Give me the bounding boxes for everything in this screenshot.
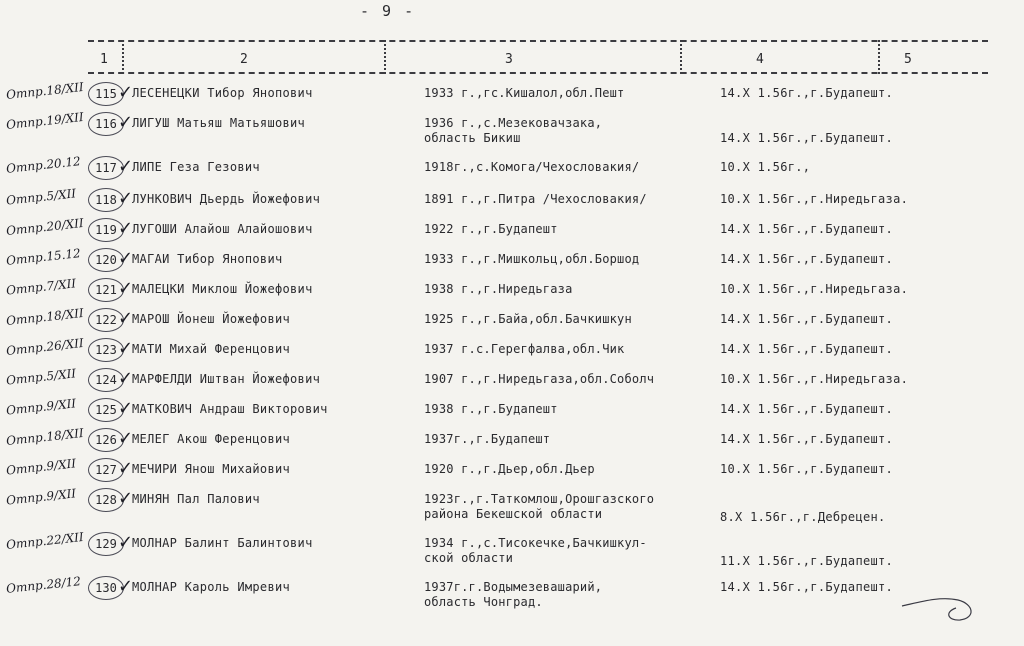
table-row	[0, 456, 1024, 492]
column-separator	[878, 40, 880, 74]
birth-info	[424, 580, 602, 610]
birth-info	[424, 402, 558, 417]
row-number: 116	[88, 112, 124, 136]
handwritten-mark: Отпр.18/XII	[5, 305, 85, 329]
checkmark-icon: ✓	[118, 576, 134, 597]
person-name: МАРОШ Йонеш Йожефович	[132, 312, 291, 326]
birth-line: района Бекешской области	[424, 507, 603, 521]
table-row	[0, 529, 1024, 568]
table-row	[0, 154, 1024, 190]
handwritten-mark: Отпр.9/XII	[5, 486, 77, 508]
release-info: 10.X 1.56г.,г.Будапешт.	[720, 462, 894, 476]
person-name: ЛУГОШИ Алайош Алайошович	[132, 222, 313, 236]
checkmark-icon: ✓	[118, 338, 134, 359]
person-name: ЛЕСЕНЕЦКИ Тибор Янопович	[132, 86, 313, 100]
table-row	[0, 215, 1024, 252]
table-row	[0, 79, 1024, 116]
header-rule-top	[88, 40, 988, 42]
checkmark-icon: ✓	[118, 428, 134, 449]
checkmark-icon: ✓	[118, 308, 134, 329]
column-header-2: 2	[240, 52, 248, 67]
birth-line: область Бикиш	[424, 131, 521, 145]
column-separator	[122, 40, 124, 74]
checkmark-icon: ✓	[118, 82, 134, 103]
handwritten-mark: Отпр.28/12	[5, 574, 82, 596]
checkmark-icon: ✓	[118, 156, 134, 177]
column-separator	[680, 40, 682, 74]
checkmark-icon: ✓	[118, 368, 134, 389]
birth-line: 1925 г.,г.Байа,обл.Бачкишкун	[424, 312, 632, 326]
release-info: 10.X 1.56г.,г.Ниредьгаза.	[720, 282, 909, 296]
birth-line: 1937г.,г.Будапешт	[424, 432, 551, 446]
birth-line: 1923г.,г.Таткомлош,Орошгазского	[424, 492, 655, 506]
birth-line: 1933 г.,гс.Кишалол,обл.Пешт	[424, 86, 625, 100]
row-number: 118	[88, 188, 124, 212]
row-number: 127	[88, 458, 124, 482]
handwritten-mark: Отпр.5/XII	[5, 186, 77, 208]
birth-line: 1918г.,с.Комога/Чехословакия/	[424, 160, 640, 174]
release-info: 14.X 1.56г.,г.Будапешт.	[720, 131, 894, 145]
release-info: 11.X 1.56г.,г.Будапешт.	[720, 554, 894, 568]
row-number: 128	[88, 488, 124, 512]
checkmark-icon: ✓	[118, 488, 134, 509]
birth-line: 1936 г.,с.Мезековачзака,	[424, 116, 603, 130]
birth-info	[424, 116, 602, 146]
birth-line: 1907 г.,г.Ниредьгаза,обл.Соболч	[424, 372, 655, 386]
header-rule-bottom	[88, 72, 988, 74]
release-info: 14.X 1.56г.,г.Будапешт.	[720, 222, 894, 236]
handwritten-mark: Отпр.20.12	[5, 154, 82, 176]
birth-info	[424, 462, 595, 477]
birth-line: 1933 г.,г.Мишкольц,обл.Боршод	[424, 252, 640, 266]
person-name: МЕЛЕГ Акош Ференцович	[132, 432, 291, 446]
person-name: МОЛНАР Кароль Имревич	[132, 580, 291, 594]
birth-line: 1891 г.,г.Питра /Чехословакия/	[424, 192, 647, 206]
handwritten-mark: Отпр.22/XII	[5, 529, 85, 553]
birth-info	[424, 192, 647, 207]
release-info: 14.X 1.56г.,г.Будапешт.	[720, 342, 894, 356]
release-info: 14.X 1.56г.,г.Будапешт.	[720, 402, 894, 416]
handwritten-mark: Отпр.9/XII	[5, 456, 77, 478]
row-number: 129	[88, 532, 124, 556]
column-separator	[384, 40, 386, 74]
row-number: 130	[88, 576, 124, 600]
birth-line: 1938 г.,г.Будапешт	[424, 402, 558, 416]
table-row	[0, 246, 1024, 282]
pen-swirl-icon	[900, 588, 980, 628]
release-info: 10.X 1.56г.,г.Ниредьгаза.	[720, 192, 909, 206]
birth-info	[424, 492, 654, 522]
table-row	[0, 335, 1024, 372]
handwritten-mark: Отпр.5/XII	[5, 366, 77, 388]
table-row	[0, 366, 1024, 402]
birth-line: 1934 г.,с.Тисокечке,Бачкишкул-	[424, 536, 647, 550]
person-name: МОЛНАР Балинт Балинтович	[132, 536, 313, 550]
birth-info	[424, 86, 624, 101]
table-row	[0, 425, 1024, 462]
person-name: МЕЧИРИ Янош Михайович	[132, 462, 291, 476]
row-number: 117	[88, 156, 124, 180]
handwritten-mark: Отпр.19/XII	[5, 109, 85, 133]
table-row	[0, 574, 1024, 610]
table-row	[0, 396, 1024, 432]
birth-info	[424, 312, 632, 327]
handwritten-mark: Отпр.26/XII	[5, 335, 85, 359]
person-name: ЛИПЕ Геза Гезович	[132, 160, 260, 174]
release-info: 8.X 1.56г.,г.Дебрецен.	[720, 510, 886, 524]
person-name: МАТКОВИЧ Андраш Викторович	[132, 402, 328, 416]
birth-info	[424, 342, 624, 357]
birth-line: 1938 г.,г.Ниредьгаза	[424, 282, 573, 296]
birth-info	[424, 372, 654, 387]
row-number: 125	[88, 398, 124, 422]
birth-info	[424, 222, 558, 237]
table-row	[0, 305, 1024, 342]
birth-info	[424, 160, 639, 175]
birth-line: 1922 г.,г.Будапешт	[424, 222, 558, 236]
release-info: 14.X 1.56г.,г.Будапешт.	[720, 432, 894, 446]
table-row	[0, 486, 1024, 524]
release-info: 14.X 1.56г.,г.Будапешт.	[720, 580, 894, 594]
checkmark-icon: ✓	[118, 218, 134, 239]
handwritten-mark: Отпр.20/XII	[5, 215, 85, 239]
row-number: 124	[88, 368, 124, 392]
checkmark-icon: ✓	[118, 278, 134, 299]
checkmark-icon: ✓	[118, 188, 134, 209]
checkmark-icon: ✓	[118, 458, 134, 479]
birth-info	[424, 536, 647, 566]
release-info: 10.X 1.56г.,	[720, 160, 811, 174]
handwritten-mark: Отпр.18/XII	[5, 425, 85, 449]
row-number: 123	[88, 338, 124, 362]
checkmark-icon: ✓	[118, 112, 134, 133]
birth-line: 1937 г.с.Герегфалва,обл.Чик	[424, 342, 625, 356]
person-name: МАРФЕЛДИ Иштван Йожефович	[132, 372, 321, 386]
person-name: МАТИ Михай Ференцович	[132, 342, 291, 356]
birth-line: ской области	[424, 551, 514, 565]
table-row	[0, 186, 1024, 222]
table-row	[0, 276, 1024, 312]
person-name: МАГАИ Тибор Янопович	[132, 252, 283, 266]
column-header-5: 5	[904, 52, 912, 67]
birth-line: 1920 г.,г.Дьер,обл.Дьер	[424, 462, 595, 476]
row-number: 122	[88, 308, 124, 332]
release-info: 10.X 1.56г.,г.Ниредьгаза.	[720, 372, 909, 386]
person-name: МИНЯН Пал Палович	[132, 492, 260, 506]
handwritten-mark: Отпр.18/XII	[5, 79, 85, 103]
row-number: 121	[88, 278, 124, 302]
checkmark-icon: ✓	[118, 398, 134, 419]
column-header-4: 4	[756, 52, 764, 67]
checkmark-icon: ✓	[118, 532, 134, 553]
table-row	[0, 109, 1024, 146]
handwritten-mark: Отпр.15.12	[5, 246, 82, 268]
birth-info	[424, 252, 639, 267]
release-info: 14.X 1.56г.,г.Будапешт.	[720, 86, 894, 100]
release-info: 14.X 1.56г.,г.Будапешт.	[720, 252, 894, 266]
person-name: ЛУНКОВИЧ Дьердь Йожефович	[132, 192, 321, 206]
person-name: ЛИГУШ Матьяш Матьяшович	[132, 116, 306, 130]
birth-info	[424, 282, 573, 297]
row-number: 126	[88, 428, 124, 452]
row-number: 115	[88, 82, 124, 106]
handwritten-mark: Отпр.9/XII	[5, 396, 77, 418]
row-number: 119	[88, 218, 124, 242]
column-header-3: 3	[505, 52, 513, 67]
checkmark-icon: ✓	[118, 248, 134, 269]
row-number: 120	[88, 248, 124, 272]
birth-info	[424, 432, 550, 447]
person-name: МАЛЕЦКИ Миклош Йожефович	[132, 282, 313, 296]
page-number: - 9 -	[360, 2, 416, 20]
handwritten-mark: Отпр.7/XII	[5, 276, 77, 298]
birth-line: 1937г.г.Водымезевашарий,	[424, 580, 603, 594]
column-header-1: 1	[100, 52, 108, 67]
release-info: 14.X 1.56г.,г.Будапешт.	[720, 312, 894, 326]
birth-line: область Чонград.	[424, 595, 543, 609]
